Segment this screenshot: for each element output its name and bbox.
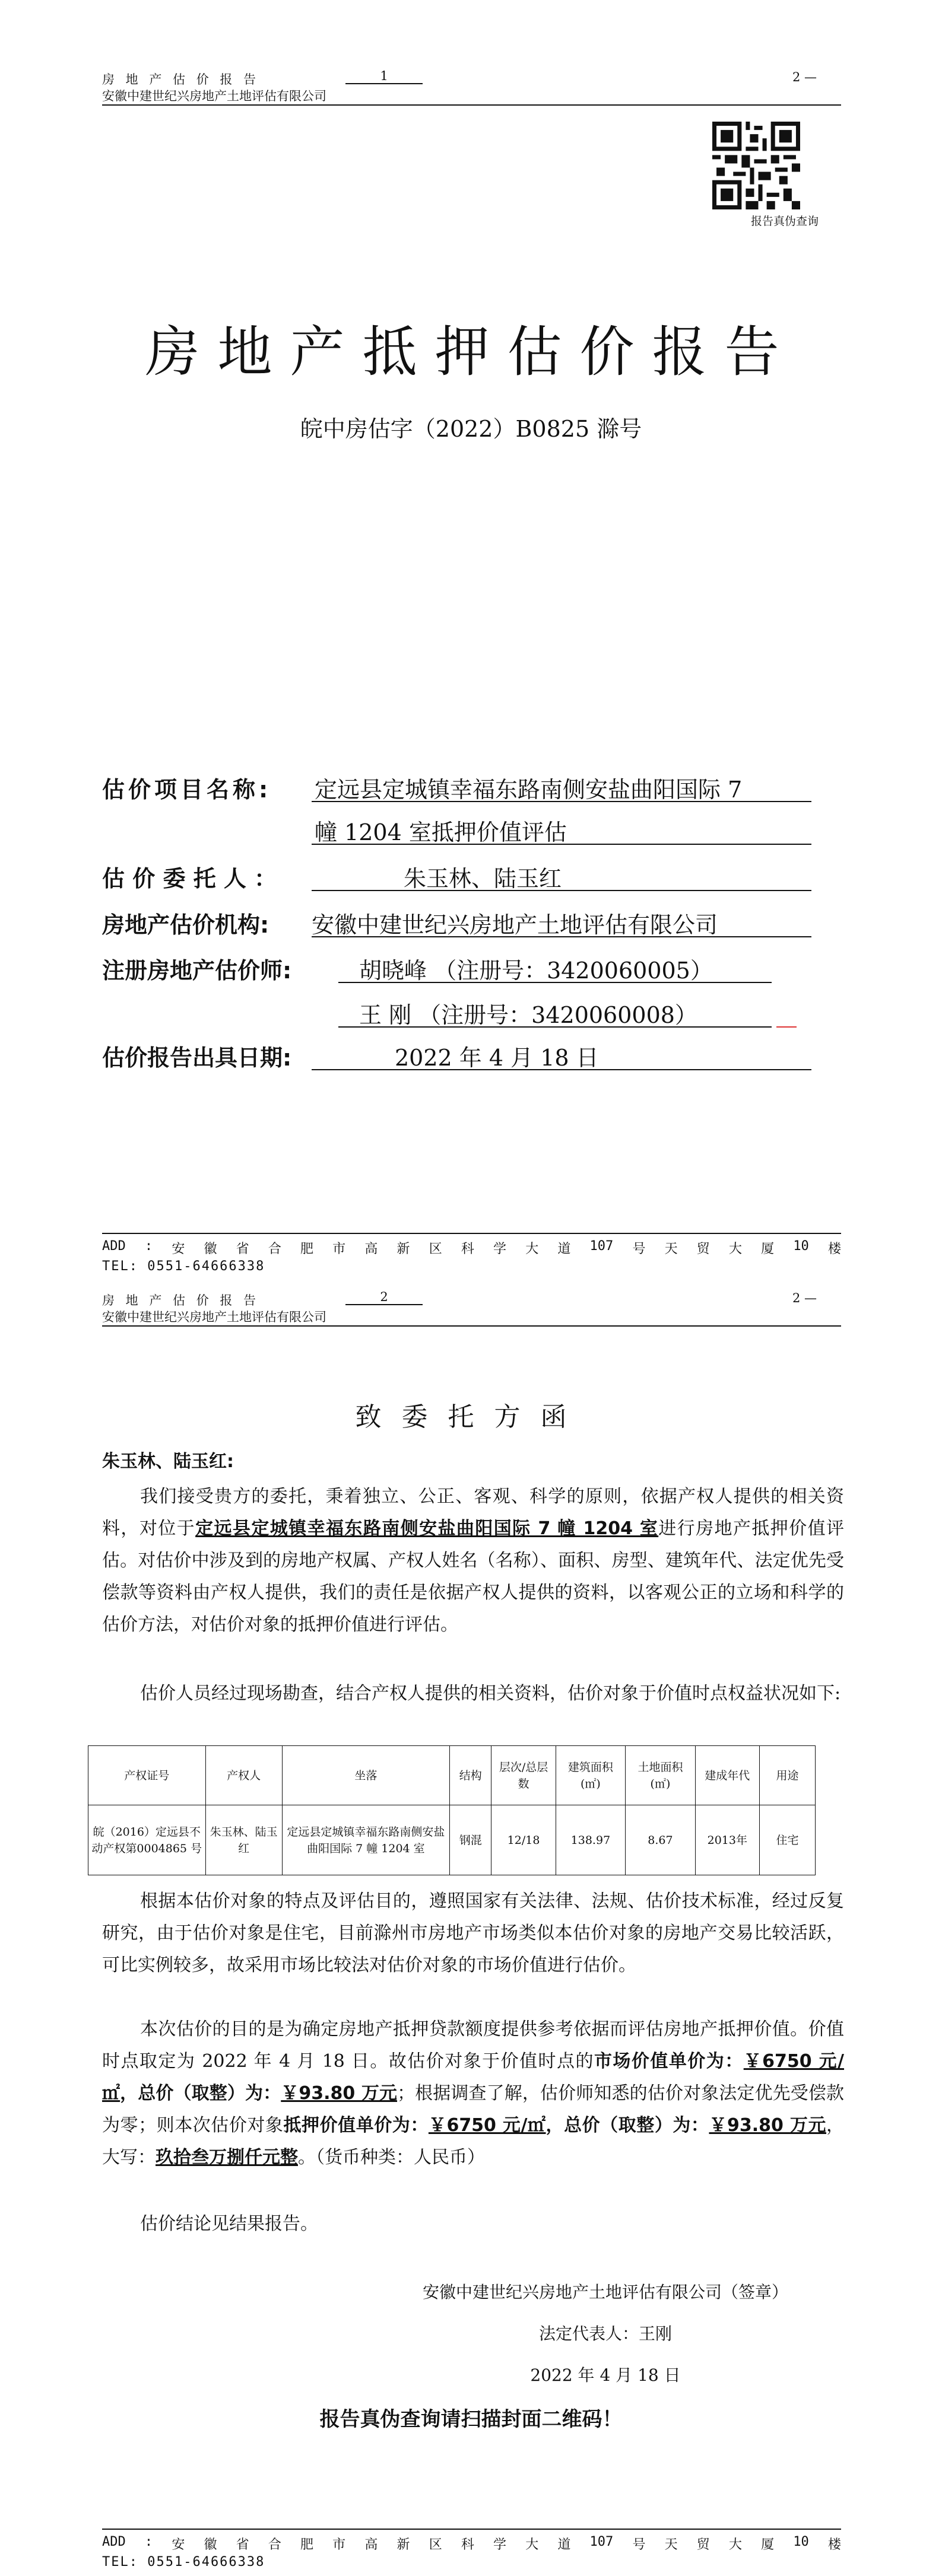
footer-address	[102, 1239, 841, 1257]
header-rule	[102, 104, 841, 106]
paragraph-2: 估价人员经过现场勘查，结合产权人提供的相关资料，估价对象于价值时点权益状况如下:	[140, 1683, 841, 1704]
mortgage-unit-price: ￥6750 元/㎡	[428, 2115, 546, 2136]
footer-address-token: 新	[397, 1242, 410, 1257]
property-address: 定远县定城镇幸福东路南侧安盐曲阳国际 7 幢 1204 室	[195, 1518, 659, 1539]
footer-address-token: 省	[236, 1242, 249, 1257]
underline	[312, 936, 811, 937]
signature-rep: 法定代表人：王刚	[538, 2324, 672, 2343]
table-cell: 皖（2016）定远县不动产权第0004865 号	[88, 1805, 206, 1875]
footer-address-token: 楼	[827, 1242, 841, 1257]
paragraph-3: 根据本估价对象的特点及评估目的，遵照国家有关法律、法规、估价技术标准，经过反复研究，由于估价对象是住宅，目前滁州市房地产市场类似本估价对象的房地产交易比较活跃，可比实例较多，故采用市场比较法对估价对象的市场价值进行估价。	[102, 1891, 844, 1976]
table-header: 坐落	[282, 1746, 449, 1805]
para4-text-mid: ；根据调查了解，估价师知悉的估价对象法定优先受偿款为零；则本次估价对象	[102, 2083, 845, 2136]
footer-address-token: 厦	[761, 2537, 775, 2552]
underline	[338, 982, 772, 983]
footer-address-token: 科	[461, 1242, 474, 1257]
table-cell: 8.67	[626, 1805, 696, 1875]
footer-address-token: 区	[429, 2537, 442, 2552]
table-cell: 2013年	[695, 1805, 759, 1875]
letter-title: 致委托方函	[355, 1402, 587, 1432]
footer-address-token: 学	[493, 1242, 507, 1257]
footer-address-token: 肥	[300, 1242, 314, 1257]
footer-address-token: 天	[664, 2537, 678, 2552]
footer-address-token: 号	[632, 1242, 646, 1257]
table-header: 产权人	[205, 1746, 282, 1805]
table-header: 产权证号	[88, 1746, 206, 1805]
footer-address-token: ADD	[102, 2534, 126, 2549]
footer-address-token: 号	[632, 2537, 646, 2552]
qr-code-icon[interactable]	[712, 122, 800, 209]
header-page-number: 2	[345, 1290, 423, 1305]
footer-tel: TEL: 0551-64666338	[102, 2555, 265, 2569]
underline	[312, 1069, 811, 1070]
footer-address-token: 107	[589, 1239, 614, 1254]
qr-label: 报告真伪查询	[751, 215, 819, 228]
table-cell: 朱玉林、陆玉红	[205, 1805, 282, 1875]
header-company-row	[102, 1308, 841, 1325]
page-header	[102, 70, 841, 88]
paragraph-1	[102, 1481, 844, 1641]
market-total-label: ，总价（取整）为：	[120, 2083, 281, 2104]
table-cell: 钢混	[449, 1805, 491, 1875]
footer-rule	[102, 2529, 841, 2530]
footer-address-token: 高	[364, 2537, 378, 2552]
footer-address-token: 道	[557, 2537, 571, 2552]
footer-address-token: ADD	[102, 1239, 126, 1254]
footer-address-token: 楼	[827, 2537, 841, 2552]
footer-address-token: 贸	[696, 2537, 710, 2552]
header-title: 房 地 产 估 价 报 告	[102, 1293, 260, 1308]
footer-address-token: 厦	[761, 1242, 775, 1257]
footer-rule	[102, 1233, 841, 1234]
table-cell: 138.97	[556, 1805, 626, 1875]
footer-address-token: 天	[664, 1242, 678, 1257]
header-company: 安徽中建世纪兴房地产土地评估有限公司	[102, 1310, 326, 1324]
footer-address-token: 省	[236, 2537, 249, 2552]
footer-address-token: 大	[728, 2537, 742, 2552]
report-number: 皖中房估字（2022）B0825 滁号	[300, 416, 642, 442]
footer-address-token: 徽	[204, 2537, 217, 2552]
footer-address-token: 学	[493, 2537, 507, 2552]
table-header: 结构	[449, 1746, 491, 1805]
table-cell: 定远县定城镇幸福东路南侧安盐曲阳国际 7 幢 1204 室	[282, 1805, 449, 1875]
table-header-row	[88, 1746, 816, 1805]
report-date-label: 估价报告出具日期:	[102, 1045, 292, 1071]
footer-address-token: 市	[332, 1242, 346, 1257]
para1-text-cont: 进行房地产抵押价值评估。对估价中涉及到的房地产权属、产权人姓名（名称）、面积、房型、建筑年代、法定优先受偿款等资料由产权人提供，我们的责任是依据产权人提供的资料，以客观公正的立场和科学的估价方法，对估价对象的抵押价值进行评估。	[102, 1518, 845, 1635]
table-header: 建筑面积(㎡)	[556, 1746, 626, 1805]
agency-value: 安徽中建世纪兴房地产土地评估有限公司	[312, 912, 718, 938]
project-name-line1: 定远县定城镇幸福东路南侧安盐曲阳国际 7	[315, 777, 743, 803]
signature-company: 安徽中建世纪兴房地产土地评估有限公司（签章）	[422, 2282, 788, 2302]
paragraph-5: 估价结论见结果报告。	[140, 2214, 318, 2234]
capital-amount: 玖拾叁万捌仟元整	[156, 2147, 298, 2168]
table-header: 层次/总层数	[491, 1746, 556, 1805]
footer-address-token: 贸	[696, 1242, 710, 1257]
appraiser-label: 注册房地产估价师:	[102, 958, 292, 984]
footer-address-token: 安	[172, 1242, 185, 1257]
header-page-total: 2 —	[792, 70, 817, 84]
footer-address-token: 10	[793, 2534, 809, 2549]
report-title: 房地产抵押估价报告	[145, 320, 797, 384]
underline	[312, 844, 811, 845]
project-name-line2: 幢 1204 室抵押价值评估	[315, 819, 567, 845]
table-header: 用途	[759, 1746, 815, 1805]
verify-note: 报告真伪查询请扫描封面二维码！	[319, 2408, 623, 2431]
market-unit-label: 市场价值单价为：	[594, 2051, 744, 2072]
header-title: 房 地 产 估 价 报 告	[102, 72, 260, 87]
table-cell: 住宅	[759, 1805, 815, 1875]
footer-address-token: 安	[172, 2537, 185, 2552]
red-mark	[776, 1026, 797, 1028]
table-header: 土地面积(㎡)	[626, 1746, 696, 1805]
footer-address-token: 区	[429, 1242, 442, 1257]
footer-tel: TEL: 0551-64666338	[102, 1259, 265, 1274]
footer-address-token: :	[144, 2534, 153, 2549]
signature-date: 2022 年 4 月 18 日	[530, 2365, 681, 2385]
appraiser-2: 王 刚 （注册号：3420060008）	[359, 1002, 697, 1028]
header-page-total: 2 —	[792, 1291, 817, 1305]
table-cell: 12/18	[491, 1805, 556, 1875]
capital-label: ，大写：	[102, 2115, 845, 2168]
project-name-label: 估价项目名称:	[102, 777, 272, 803]
header-page-number: 1	[345, 69, 423, 84]
footer-address-token: 大	[525, 1242, 539, 1257]
footer-address-token: 市	[332, 2537, 346, 2552]
footer-address-token: 合	[268, 2537, 281, 2552]
para1-text: 我们接受贵方的委托，秉着独立、公正、客观、科学的原则，依据产权人提供的相关资料，对位于	[102, 1486, 844, 1539]
mortgage-total-label: ，总价（取整）为：	[545, 2115, 709, 2136]
mortgage-total-price: ￥93.80 万元	[709, 2115, 827, 2136]
table-row	[88, 1805, 816, 1875]
addressee: 朱玉林、陆玉红:	[102, 1451, 234, 1472]
footer-address-token: 肥	[300, 2537, 314, 2552]
footer-address-token: :	[144, 1239, 153, 1254]
market-total-price: ￥93.80 万元	[281, 2083, 398, 2104]
footer-address-token: 新	[397, 2537, 410, 2552]
footer-address-token: 科	[461, 2537, 474, 2552]
footer-address-token: 合	[268, 1242, 281, 1257]
footer-address-token: 大	[525, 2537, 539, 2552]
footer-address-token: 道	[557, 1242, 571, 1257]
underline	[312, 801, 811, 802]
underline	[338, 1026, 772, 1028]
footer-address-token: 10	[793, 1239, 809, 1254]
header-company-row	[102, 87, 841, 104]
agency-label: 房地产估价机构:	[102, 912, 269, 938]
property-table	[88, 1745, 816, 1875]
market-unit-price: ￥6750 元/㎡	[102, 2051, 845, 2104]
client-label: 估 价 委 托 人 ：	[102, 866, 277, 892]
paragraph-4	[102, 2014, 844, 2174]
currency-note: 。（货币种类：人民币）	[298, 2147, 485, 2168]
appraiser-1: 胡晓峰 （注册号：3420060005）	[359, 958, 713, 984]
header-company: 安徽中建世纪兴房地产土地评估有限公司	[102, 89, 326, 103]
header-rule	[102, 1325, 841, 1327]
footer-address-token: 徽	[204, 1242, 217, 1257]
page-header	[102, 1291, 841, 1309]
footer-address-token: 107	[589, 2534, 614, 2549]
footer-address	[102, 2534, 841, 2553]
para4-text: 本次估价的目的是为确定房地产抵押贷款额度提供参考依据而评估房地产抵押价值。价值时点取定为 2022 年 4 月 18 日。故估价对象于价值时点的	[102, 2019, 844, 2072]
underline	[312, 890, 811, 891]
footer-address-token: 高	[364, 1242, 378, 1257]
mortgage-unit-label: 抵押价值单价为：	[283, 2115, 429, 2136]
footer-address-token: 大	[728, 1242, 742, 1257]
report-date-value: 2022 年 4 月 18 日	[395, 1045, 599, 1071]
table-header: 建成年代	[695, 1746, 759, 1805]
client-value: 朱玉林、陆玉红	[404, 866, 562, 892]
